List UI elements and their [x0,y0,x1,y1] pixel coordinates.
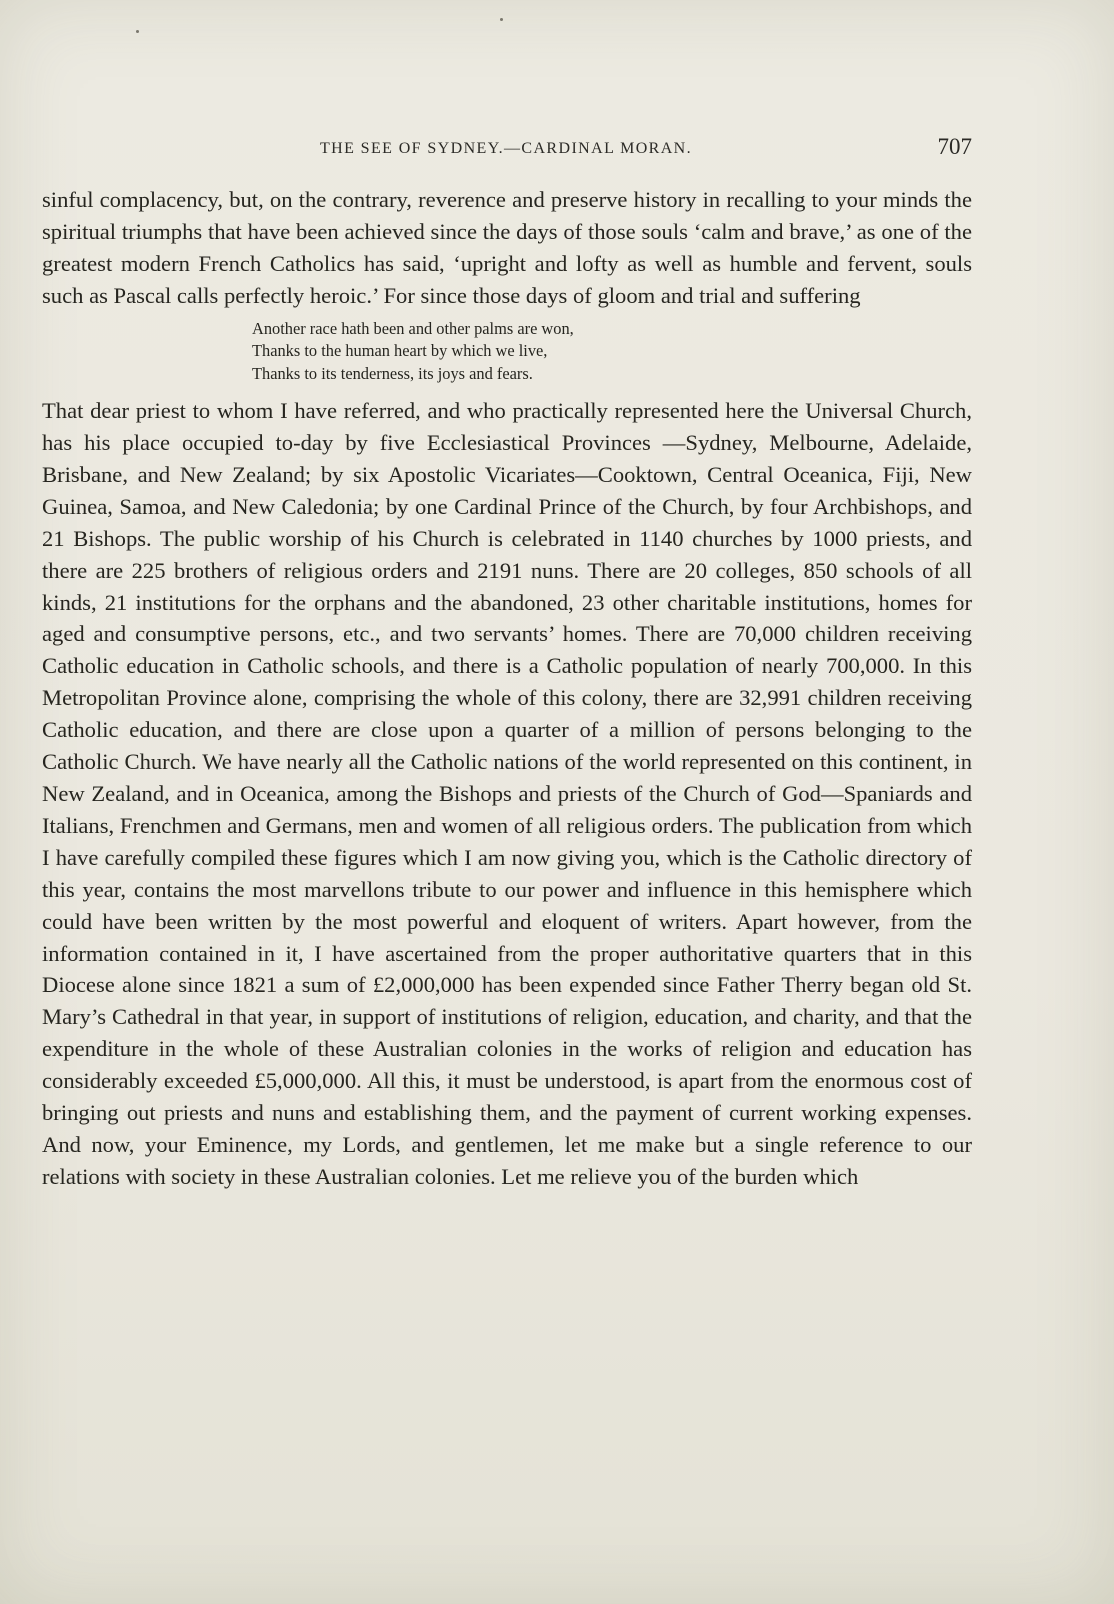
paper-speck [500,18,503,21]
verse-quotation [252,318,972,386]
paper-speck [136,30,139,33]
verse-line: Thanks to the human heart by which we live, [252,341,548,361]
page-number: 707 [937,134,972,159]
verse-line: Thanks to its tenderness, its joys and fears. [252,363,533,383]
body-text [42,184,972,1193]
running-head [40,134,972,164]
paragraph: That dear priest to whom I have referred, and who practically represented here the Universal Church, has his place occupied to-day by five Ecclesiastical Provinces —Sydney, Melbourne, Adelaide, Brisbane, and New Zealand; by six Apostolic Vicariates—Cooktown, Central Oceanica, Fiji, New Guinea, Samoa, and New Caledonia; by one Cardinal Prince of the Church, by four Archbishops, and 21 Bishops. The public worship of his Church is celebrated in 1140 churches by 1000 priests, and there are 225 brothers of religious orders and 2191 nuns. There are 20 colleges, 850 schools of all kinds, 21 institutions for the orphans and the abandoned, 23 other charitable institutions, homes for aged and consumptive persons, etc., and two servants’ homes. There are 70,000 children receiving Catholic education in Catholic schools, and there is a Catholic population of nearly 700,000. In this Metropolitan Province alone, comprising the whole of this colony, there are 32,991 children receiving Catholic education, and there are close upon a quarter of a million of persons belonging to the Catholic Church. We have nearly all the Catholic nations of the world represented on this continent, in New Zealand, and in Oceanica, among the Bishops and priests of the Church of God—Spaniards and Italians, Frenchmen and Germans, men and women of all religious orders. The publication from which I have carefully compiled these figures which I am now giving you, which is the Catholic directory of this year, contains the most marvellons tribute to our power and influence in this hemisphere which could have been written by the most powerful and eloquent of writers. Apart however, from the information contained in it, I have ascertained from the proper authoritative quarters that in this Diocese alone since 1821 a sum of £2,000,000 has been expended since Father Therry began old St. Mary’s Cathedral in that year, in support of institutions of religion, education, and charity, and that the expenditure in the whole of these Australian colonies in the works of religion and education has considerably exceeded £5,000,000. All this, it must be understood, is apart from the enormous cost of bringing out priests and nuns and establishing them, and the payment of current working expenses. And now, your Eminence, my Lords, and gentlemen, let me make but a single reference to our relations with society in these Australian colonies. Let me relieve you of the burden which [42,398,972,1189]
paragraph: sinful complacency, but, on the contrary, reverence and preserve history in recalling to your minds the spiritual triumphs that have been achieved since the days of those souls ‘calm and brave,’ as one of the greatest modern French Catholics has said, ‘upright and lofty as well as humble and fervent, souls such as Pascal calls perfectly heroic.’ For since those days of gloom and trial and suffering [42,187,972,308]
running-title: THE SEE OF SYDNEY.—CARDINAL MORAN. [319,140,693,157]
verse-line: Another race hath been and other palms are won, [252,318,574,338]
